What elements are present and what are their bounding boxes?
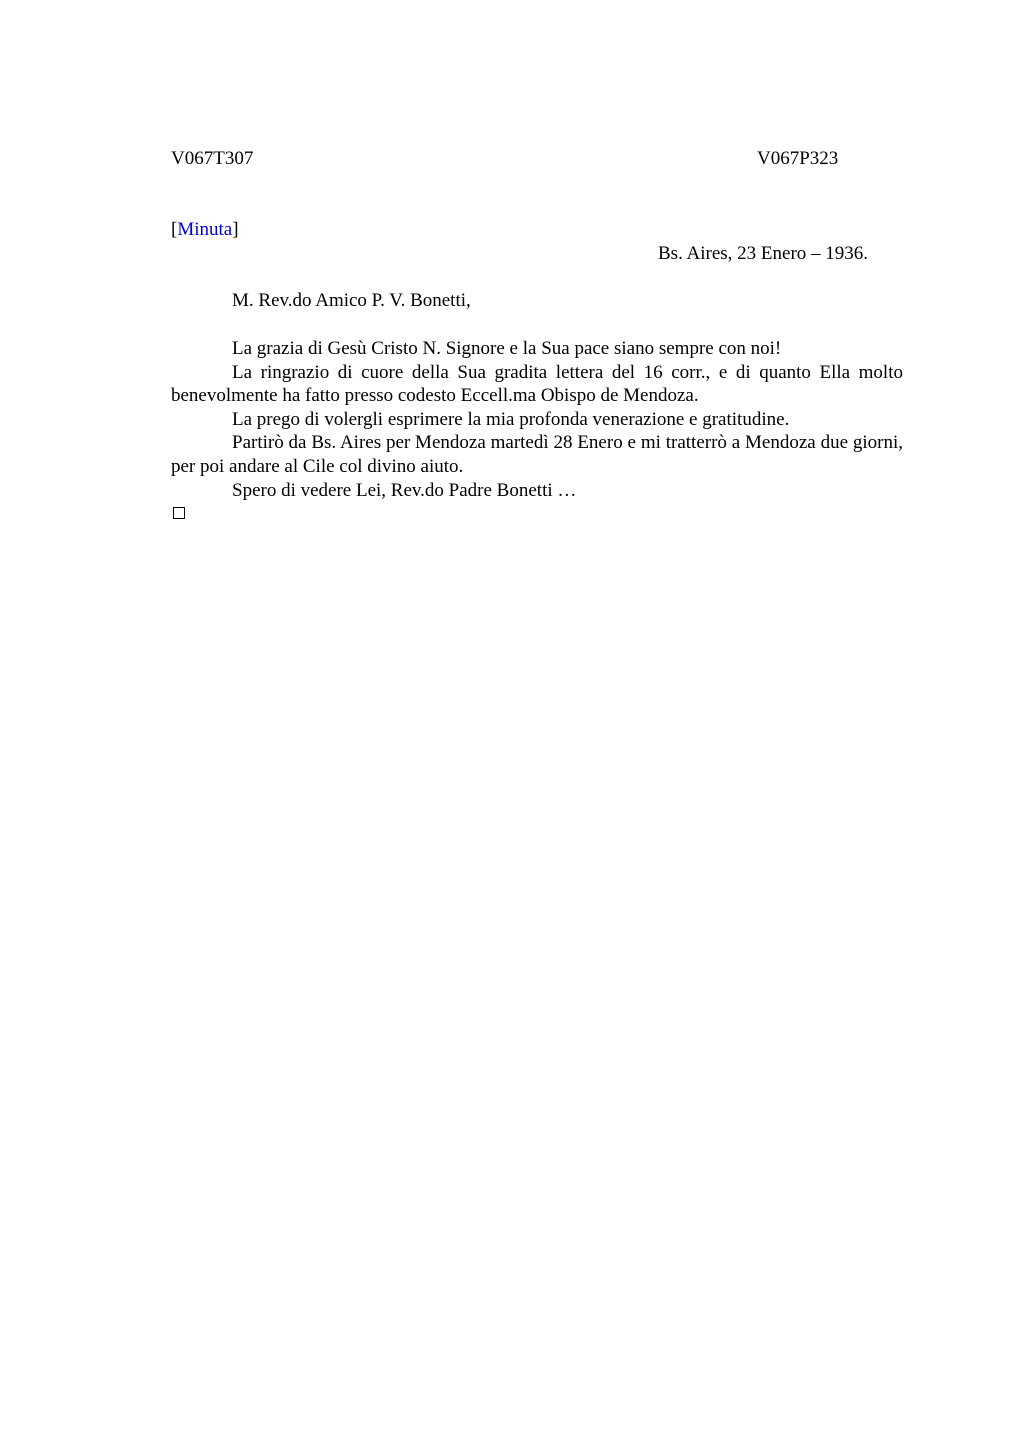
letter-paragraph: La ringrazio di cuore della Sua gradita lettera del 16 corr., e di quanto Ella molto benevolmente ha fatto presso codesto Eccell.ma Obispo de Mendoza.: [171, 361, 903, 407]
volume-text-code: V067T307: [171, 148, 254, 169]
draft-tag-open-bracket: [: [171, 219, 178, 240]
draft-tag: [171, 218, 239, 242]
volume-page-code: V067P323: [757, 148, 839, 169]
letter-paragraph: Spero di vedere Lei, Rev.do Padre Bonetti …: [232, 479, 577, 501]
draft-tag-close-bracket: ]: [232, 219, 239, 240]
document-page: [171, 0, 903, 1450]
letter-salutation: M. Rev.do Amico P. V. Bonetti,: [232, 290, 471, 311]
letter-paragraph: Partirò da Bs. Aires per Mendoza martedì 28 Enero e mi tratterrò a Mendoza due giorni, per poi andare al Cile col divino aiuto.: [171, 432, 903, 477]
letter-paragraph: La grazia di Gesù Cristo N. Signore e la Sua pace siano sempre con noi!: [232, 338, 782, 359]
letter-paragraph: La prego di volergli esprimere la mia profonda venerazione e gratitudine.: [232, 408, 790, 430]
letter-date: Bs. Aires, 23 Enero – 1936.: [658, 243, 869, 264]
draft-tag-word: Minuta: [177, 219, 233, 240]
end-marker-box: [173, 507, 185, 519]
letter-body: [171, 337, 903, 502]
